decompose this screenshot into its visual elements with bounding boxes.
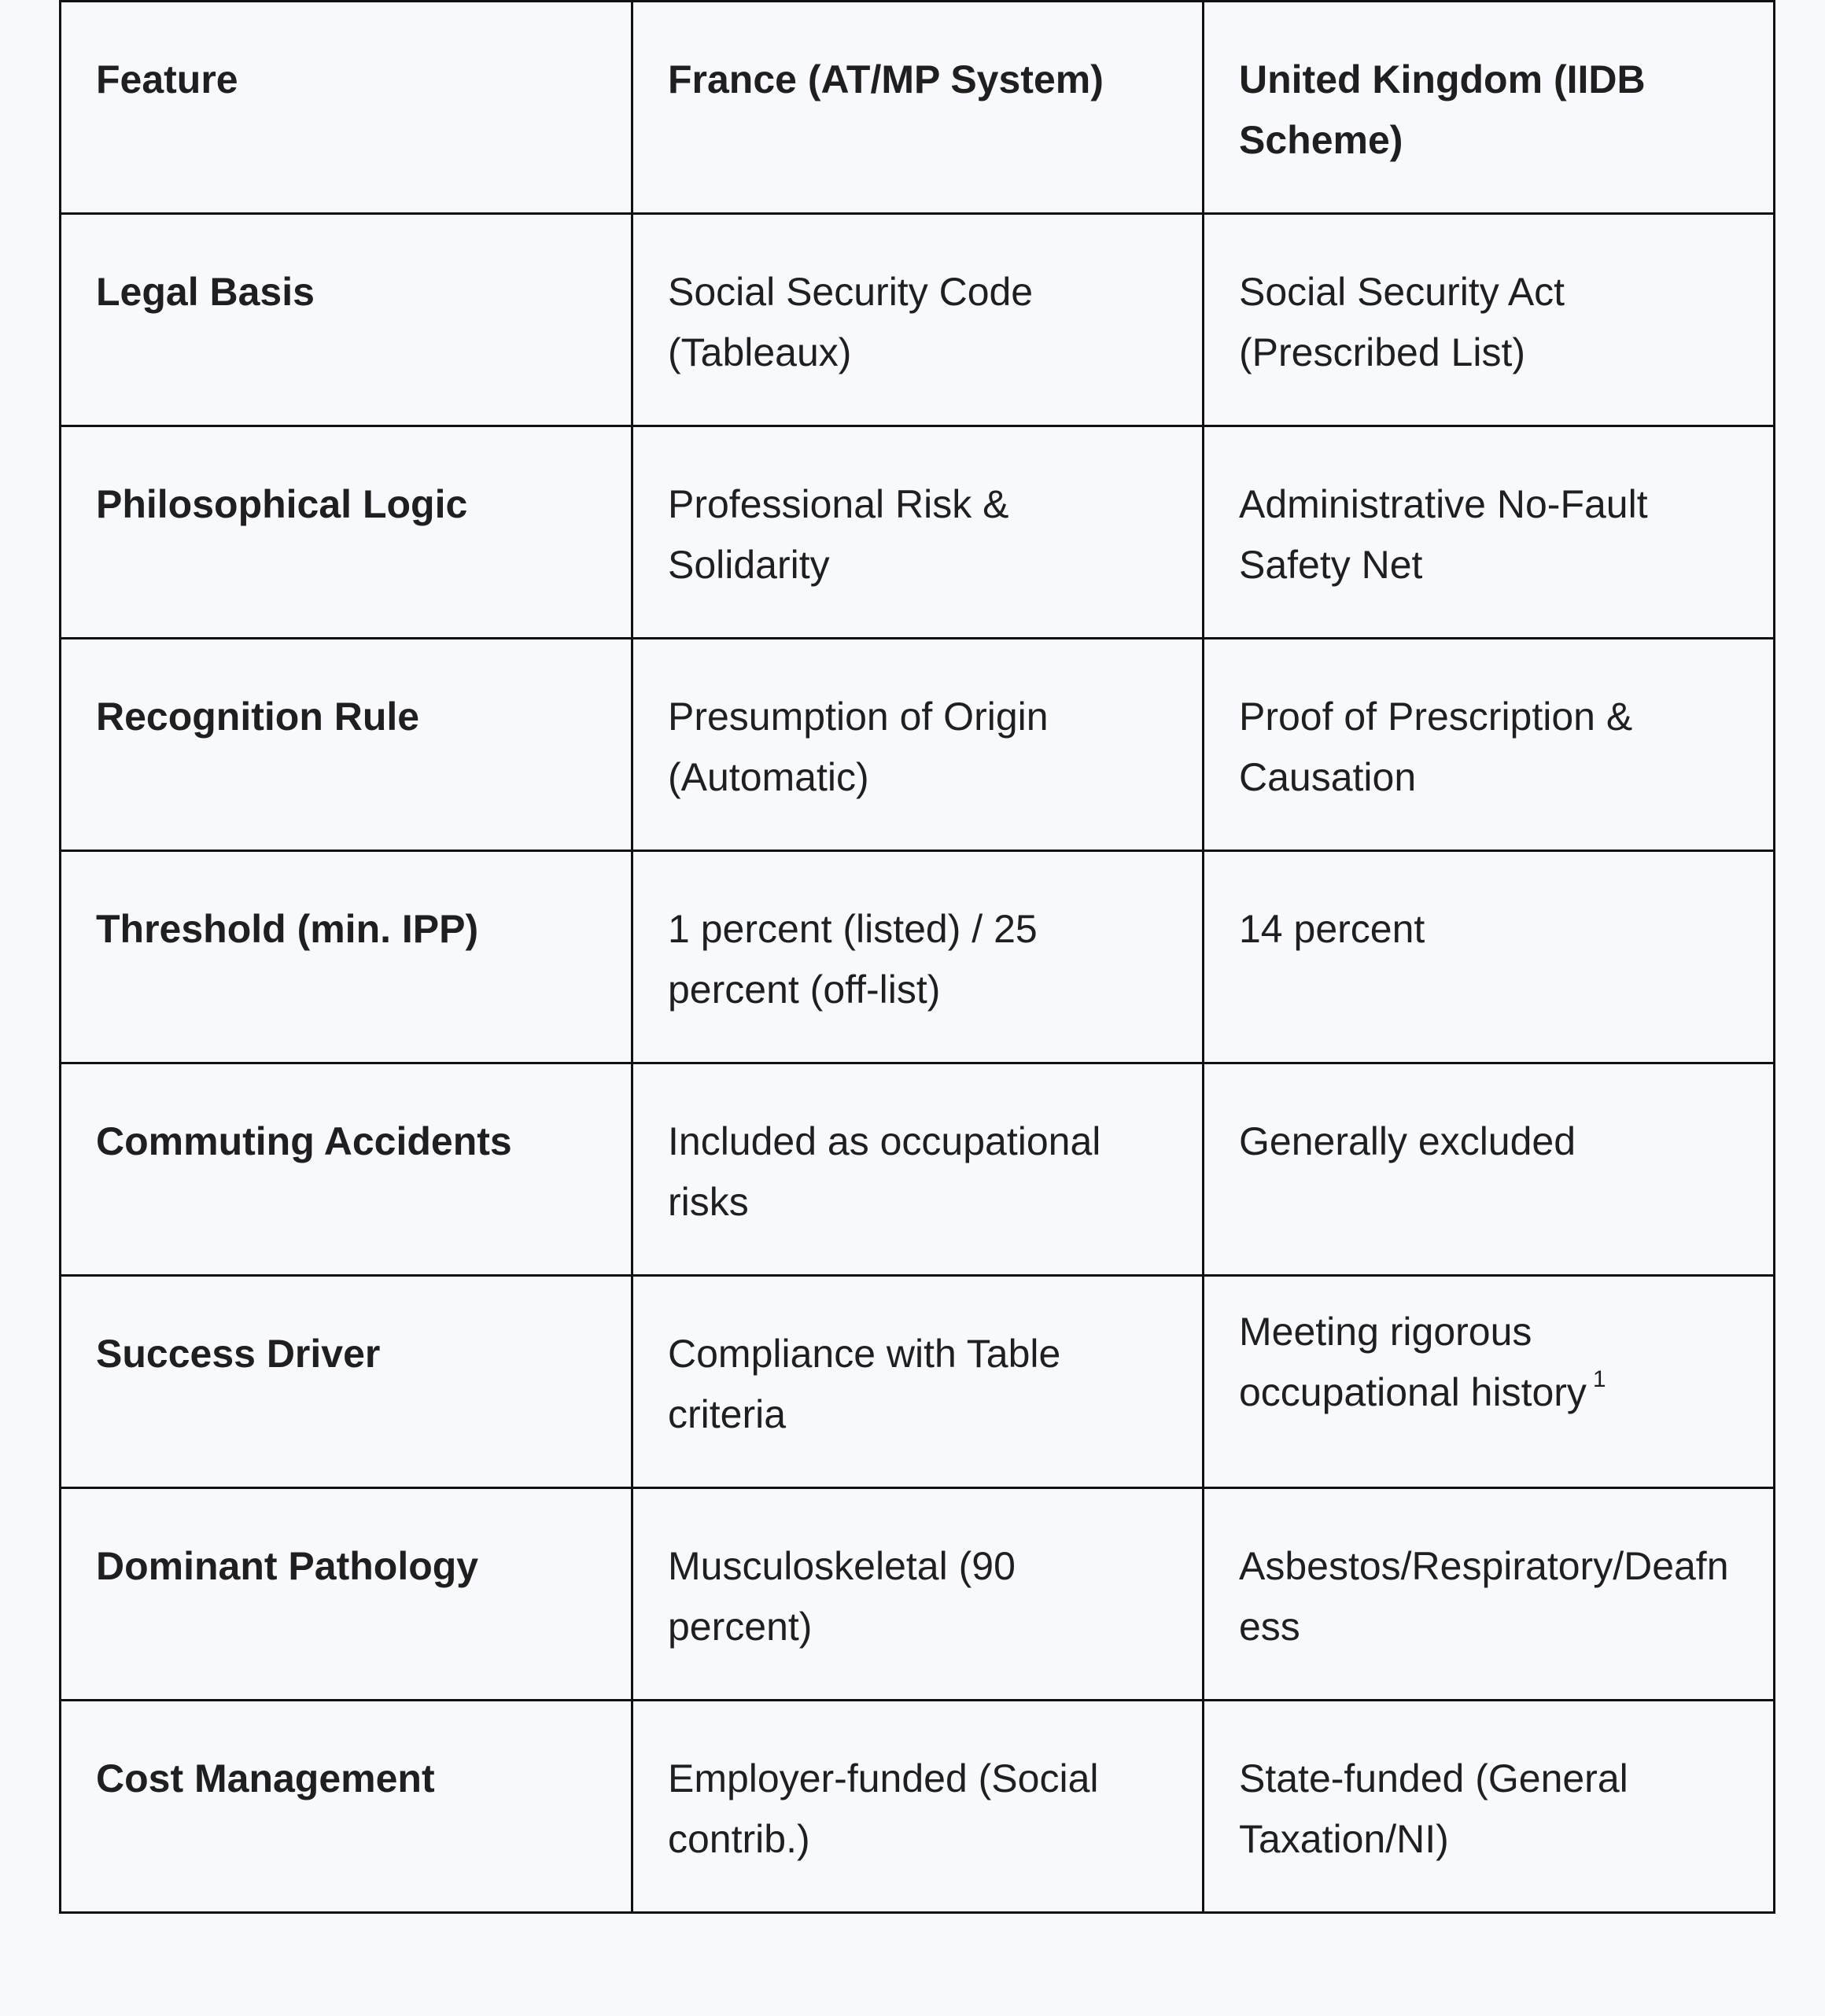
row-feature: Dominant Pathology [61,1488,632,1701]
table-row [61,1276,1775,1488]
row-feature: Threshold (min. IPP) [61,851,632,1063]
row-france: Included as occupational risks [632,1063,1204,1276]
row-feature: Philosophical Logic [61,426,632,639]
row-uk: Meeting rigorous occupational history [1239,1310,1587,1414]
row-france: Compliance with Table criteria [632,1276,1204,1488]
table-row [61,1488,1775,1701]
row-uk: State-funded (General Taxation/NI) [1204,1701,1775,1913]
table-row [61,1063,1775,1276]
row-feature: Legal Basis [61,214,632,426]
row-france: Employer-funded (Social contrib.) [632,1701,1204,1913]
row-uk-cell [1204,1276,1775,1488]
footnote-marker: 1 [1592,1366,1606,1392]
row-france: 1 percent (listed) / 25 percent (off-list) [632,851,1204,1063]
header-feature: Feature [61,2,632,214]
row-feature: Cost Management [61,1701,632,1913]
header-uk: United Kingdom (IIDB Scheme) [1204,2,1775,214]
row-uk: Generally excluded [1204,1063,1775,1276]
table-header-row [61,2,1775,214]
table-row [61,214,1775,426]
row-feature: Success Driver [61,1276,632,1488]
row-france: Professional Risk & Solidarity [632,426,1204,639]
row-france: Presumption of Origin (Automatic) [632,639,1204,851]
row-uk: Asbestos/Respiratory/Deafness [1204,1488,1775,1701]
table-row [61,426,1775,639]
header-france: France (AT/MP System) [632,2,1204,214]
table-row [61,639,1775,851]
table-row [61,851,1775,1063]
row-france: Musculoskeletal (90 percent) [632,1488,1204,1701]
row-uk: 14 percent [1204,851,1775,1063]
table-row [61,1701,1775,1913]
row-uk: Proof of Prescription & Causation [1204,639,1775,851]
row-france: Social Security Code (Tableaux) [632,214,1204,426]
row-feature: Commuting Accidents [61,1063,632,1276]
row-uk: Social Security Act (Prescribed List) [1204,214,1775,426]
comparison-table [59,0,1775,1914]
row-feature: Recognition Rule [61,639,632,851]
row-uk: Administrative No-Fault Safety Net [1204,426,1775,639]
